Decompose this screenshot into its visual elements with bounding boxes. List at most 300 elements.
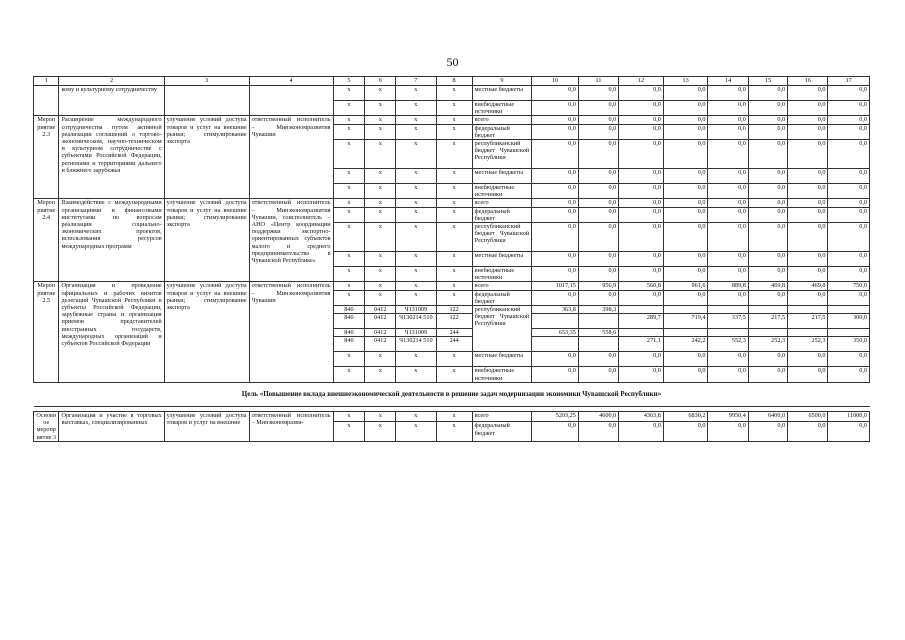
result-cell: улучшение условий доступа товаров и услуг на внешние рынки; стимулирование экспорта [164,199,249,282]
funding-source-cell: республиканский бюджет Чувашской Республики [472,306,531,352]
value-cell: 0,0 [828,124,870,139]
result-cell: улучшение условий доступа товаров и услуг на внешние рынки; стимулирование экспорта [164,116,249,199]
value-cell: 337,5 [708,314,748,329]
measure-number-cell: Мероприятие 2.5 [34,282,59,382]
value-cell: 0,0 [663,116,708,124]
value-cell: 0,0 [748,86,787,101]
value-cell: 0,0 [828,422,870,441]
col5-cell: х [333,412,365,422]
value-cell: 0,0 [828,252,870,267]
funding-source-cell: федеральный бюджет [472,290,531,305]
value-cell: 0,0 [708,290,748,305]
value-cell: 0,0 [619,184,664,199]
measure-number-cell [34,86,59,116]
value-cell: 0,0 [788,101,828,116]
col7-cell: х [396,140,436,169]
col7-cell: х [396,124,436,139]
value-cell: 0,0 [578,86,618,101]
col5-cell: х [333,124,365,139]
value-cell: 289,7 [619,314,664,329]
col6-cell: 0412 [365,306,396,314]
value-cell: 0,0 [748,101,787,116]
funding-source-cell: всего [472,412,531,422]
column-number-header: 12 [619,77,664,86]
col6-cell: х [365,267,396,282]
executor-cell [249,86,333,116]
value-cell: 0,0 [619,352,664,367]
value-cell: 0,0 [663,252,708,267]
col6-cell: х [365,252,396,267]
col6-cell: х [365,290,396,305]
value-cell: 0,0 [828,352,870,367]
col8-cell: х [436,223,472,252]
value-cell: 889,8 [708,282,748,290]
value-cell: 469,8 [788,282,828,290]
col6-cell: х [365,282,396,290]
funding-source-cell: федеральный бюджет [472,422,531,441]
col5-cell: х [333,199,365,207]
value-cell: 0,0 [788,267,828,282]
measure-name-cell: кому и культурному сотрудничеству [59,86,164,116]
col5-cell: х [333,282,365,290]
value-cell: 0,0 [788,199,828,207]
col8-cell: х [436,267,472,282]
value-cell: 750,0 [828,282,870,290]
col8-cell: х [436,252,472,267]
col5-cell: х [333,116,365,124]
value-cell: 0,0 [708,223,748,252]
value-cell: 0,0 [828,267,870,282]
value-cell: 0,0 [578,199,618,207]
col8-cell: х [436,169,472,184]
value-cell: 0,0 [748,352,787,367]
col7-cell: х [396,367,436,382]
col6-cell: х [365,207,396,222]
col8-cell: 244 [436,337,472,352]
value-cell: 0,0 [788,422,828,441]
value-cell: 6830,2 [663,412,708,422]
col6-cell: х [365,184,396,199]
value-cell [828,329,870,337]
value-cell [708,329,748,337]
value-cell: 252,3 [748,337,787,352]
col6-cell: х [365,101,396,116]
col7-cell: х [396,101,436,116]
col5-cell: 840 [333,329,365,337]
value-cell: 5203,25 [532,412,579,422]
funding-source-cell: всего [472,116,531,124]
value-cell: 0,0 [578,124,618,139]
value-cell: 0,0 [619,124,664,139]
column-number-header: 7 [396,77,436,86]
value-cell [619,306,664,314]
value-cell: 0,0 [708,352,748,367]
value-cell: 0,0 [578,101,618,116]
funding-source-cell: всего [472,199,531,207]
measure-number-cell: Мероприятие 2.3 [34,116,59,199]
page-number: 50 [446,55,459,69]
result-cell: улучшение условий доступа товаров и услуг на внешние [164,412,249,442]
col6-cell: х [365,140,396,169]
value-cell: 0,0 [708,367,748,382]
col5-cell: х [333,290,365,305]
measure-name-cell: Организация и участие в торговых выставках, специализированных [59,412,164,442]
value-cell [708,306,748,314]
value-cell: 0,0 [663,101,708,116]
col6-cell: х [365,116,396,124]
value-cell: 0,0 [708,86,748,101]
column-number-header: 13 [663,77,708,86]
value-cell: 0,0 [788,169,828,184]
col6-cell: х [365,124,396,139]
value-cell: 0,0 [532,116,579,124]
column-number-header: 15 [748,77,787,86]
value-cell: 0,0 [663,223,708,252]
col5-cell: х [333,252,365,267]
value-cell: 0,0 [708,207,748,222]
column-number-header: 14 [708,77,748,86]
value-cell: 0,0 [708,199,748,207]
col6-cell: 0412 [365,337,396,352]
column-number-header: 9 [472,77,531,86]
goal-row [34,382,870,406]
value-cell: 653,35 [532,329,579,337]
value-cell: 0,0 [748,184,787,199]
value-cell: 0,0 [619,367,664,382]
value-cell: 0,0 [708,267,748,282]
value-cell [663,306,708,314]
column-number-header: 11 [578,77,618,86]
value-cell: 0,0 [788,367,828,382]
col6-cell: х [365,86,396,101]
col8-cell: х [436,184,472,199]
funding-source-cell: местные бюджеты [472,252,531,267]
value-cell: 0,0 [532,352,579,367]
value-cell: 0,0 [619,86,664,101]
value-cell: 0,0 [788,184,828,199]
col5-cell: х [333,184,365,199]
value-cell: 0,0 [788,207,828,222]
value-cell: 0,0 [748,252,787,267]
value-cell: 0,0 [828,169,870,184]
col5-cell: 840 [333,306,365,314]
value-cell: 0,0 [532,422,579,441]
col8-cell: х [436,86,472,101]
measure-2-4-row [34,199,870,207]
col5-cell: х [333,101,365,116]
value-cell: 552,3 [708,337,748,352]
col7-cell: х [396,207,436,222]
measure-2-3-row [34,116,870,124]
column-number-header: 6 [365,77,396,86]
col6-cell: х [365,223,396,252]
value-cell: 0,0 [619,252,664,267]
value-cell [748,329,787,337]
col5-cell: х [333,367,365,382]
value-cell: 217,5 [748,314,787,329]
value-cell: 0,0 [532,252,579,267]
funding-source-cell: внебюджетные источники [472,367,531,382]
value-cell [619,329,664,337]
value-cell: 0,0 [578,184,618,199]
value-cell: 242,2 [663,337,708,352]
value-cell: 0,0 [708,184,748,199]
value-cell: 0,0 [663,290,708,305]
col7-cell: х [396,290,436,305]
col5-cell: х [333,86,365,101]
value-cell: 0,0 [578,352,618,367]
value-cell: 0,0 [788,223,828,252]
budget-table [33,76,870,442]
col7-cell: х [396,223,436,252]
value-cell: 0,0 [663,169,708,184]
value-cell [788,306,828,314]
col7-cell: Ч130214 510 [396,337,436,352]
value-cell: 0,0 [663,199,708,207]
col5-cell: х [333,140,365,169]
value-cell: 0,0 [788,252,828,267]
col5-cell: х [333,223,365,252]
value-cell: 0,0 [748,140,787,169]
value-cell: 0,0 [532,207,579,222]
value-cell: 0,0 [578,116,618,124]
value-cell: 0,0 [532,86,579,101]
value-cell: 0,0 [532,290,579,305]
funding-source-cell: внебюджетные источники [472,101,531,116]
value-cell: 0,0 [663,352,708,367]
col7-cell: х [396,86,436,101]
executor-cell: ответственный исполнитель – Минэкономразвития Чувашии [249,116,333,199]
column-number-header: 17 [828,77,870,86]
col8-cell: х [436,290,472,305]
value-cell: 0,0 [619,101,664,116]
col8-cell: х [436,422,472,441]
value-cell: 0,0 [708,140,748,169]
measure-name-cell: Расширение международного сотрудничества путем активной реализации соглашений о торгово-экономическом, научно-техническом и культурном сотрудничестве с субъектами Российской Федерации, регионами и территориями дальнего и ближнего зарубежья [59,116,164,199]
executor-cell: ответственный исполнитель – Минэкономразвития Чувашии [249,282,333,382]
value-cell: 0,0 [788,290,828,305]
value-cell: 0,0 [828,116,870,124]
value-cell: 0,0 [788,124,828,139]
col5-cell: х [333,422,365,441]
value-cell [578,314,618,329]
col8-cell: х [436,352,472,367]
value-cell: 0,0 [828,101,870,116]
value-cell: 0,0 [578,367,618,382]
value-cell: 0,0 [828,199,870,207]
col6-cell: х [365,412,396,422]
value-cell: 0,0 [663,207,708,222]
value-cell: 0,0 [578,140,618,169]
value-cell: 0,0 [663,267,708,282]
value-cell: 0,0 [708,252,748,267]
col6-cell: х [365,367,396,382]
col6-cell: 0412 [365,314,396,329]
value-cell [663,329,708,337]
result-cell: улучшение условий доступа товаров и услуг на внешние рынки; стимулирование экспорта [164,282,249,382]
value-cell: 6500,0 [788,412,828,422]
funding-source-cell: внебюджетные источники [472,184,531,199]
value-cell: 558,6 [578,329,618,337]
value-cell: 0,0 [788,86,828,101]
value-cell: 300,0 [828,314,870,329]
value-cell: 469,8 [748,282,787,290]
value-cell: 0,0 [578,267,618,282]
value-cell: 0,0 [748,422,787,441]
column-number-header: 2 [59,77,164,86]
funding-source-cell: федеральный бюджет [472,124,531,139]
value-cell [788,329,828,337]
value-cell: 0,0 [663,422,708,441]
measure-name-cell: Взаимодействие с международными организациями и финансовыми институтами по вопросам реализации социально-экономических проектов, использования ресурсов международных программ [59,199,164,282]
value-cell: 0,0 [828,367,870,382]
col8-cell: х [436,367,472,382]
funding-source-cell: всего [472,282,531,290]
col6-cell: х [365,169,396,184]
value-cell: 0,0 [828,86,870,101]
value-cell: 9950,4 [708,412,748,422]
value-cell: 0,0 [619,140,664,169]
col8-cell: 122 [436,306,472,314]
value-cell: 719,4 [663,314,708,329]
col6-cell: х [365,422,396,441]
funding-source-cell: местные бюджеты [472,352,531,367]
value-cell: 0,0 [828,140,870,169]
col7-cell: х [396,116,436,124]
value-cell: 0,0 [748,223,787,252]
col7-cell: х [396,282,436,290]
value-cell: 0,0 [619,207,664,222]
col6-cell: х [365,352,396,367]
funding-source-cell: федеральный бюджет [472,207,531,222]
value-cell [578,337,618,352]
measure-name-cell: Организация и проведение официальных и рабочих визитов делегаций Чувашской Республики в субъекты Российской Федерации, зарубежные страны и организация приемов представителей иностранных государств, международных организаций и субъектов Российской Федерации [59,282,164,382]
value-cell: 271,1 [619,337,664,352]
value-cell: 0,0 [663,367,708,382]
value-cell: 0,0 [828,207,870,222]
value-cell: 0,0 [748,267,787,282]
value-cell: 0,0 [532,223,579,252]
col8-cell: х [436,140,472,169]
col7-cell: х [396,184,436,199]
value-cell: 0,0 [578,252,618,267]
value-cell: 0,0 [663,184,708,199]
value-cell: 0,0 [578,223,618,252]
col5-cell: 840 [333,314,365,329]
value-cell: 0,0 [619,116,664,124]
col5-cell: х [333,207,365,222]
value-cell: 0,0 [663,140,708,169]
funding-source-cell: местные бюджеты [472,86,531,101]
column-number-header: 8 [436,77,472,86]
value-cell: 0,0 [532,367,579,382]
col8-cell: х [436,101,472,116]
measure-number-cell: Мероприятие 2.4 [34,199,59,282]
value-cell: 0,0 [708,422,748,441]
col5-cell: х [333,267,365,282]
value-cell: 0,0 [663,124,708,139]
value-cell: 0,0 [532,199,579,207]
value-cell: 0,0 [828,290,870,305]
value-cell: 1017,15 [532,282,579,290]
value-cell: 0,0 [619,199,664,207]
executor-cell: ответственный исполнитель – Минэкономразвития Чувашии, соисполнитель – АНО «Центр координации поддержки экспортно-ориентированных субъектов малого и среднего предпринимательства в Чувашской Республике» [249,199,333,282]
value-cell: 0,0 [708,116,748,124]
value-cell: 0,0 [532,267,579,282]
col8-cell: х [436,124,472,139]
funding-source-cell: республиканский бюджет Чувашской Республики [472,223,531,252]
funding-source-cell: внебюджетные источники [472,267,531,282]
column-number-header: 3 [164,77,249,86]
value-cell: 6400,0 [748,412,787,422]
value-cell: 0,0 [788,352,828,367]
value-cell: 0,0 [532,140,579,169]
value-cell: 350,0 [828,337,870,352]
column-number-header: 1 [34,77,59,86]
col8-cell: х [436,116,472,124]
value-cell: 0,0 [578,207,618,222]
value-cell: 0,0 [748,207,787,222]
value-cell: 0,0 [708,169,748,184]
col5-cell: 840 [333,337,365,352]
value-cell: 0,0 [619,223,664,252]
value-cell [532,337,579,352]
column-number-header: 10 [532,77,579,86]
value-cell: 0,0 [748,290,787,305]
column-number-header: 5 [333,77,365,86]
col8-cell: х [436,199,472,207]
col8-cell: х [436,207,472,222]
funding-source-cell: республиканский бюджет Чувашской Республики [472,140,531,169]
col7-cell: х [396,422,436,441]
value-cell: 0,0 [828,223,870,252]
value-cell: 0,0 [663,86,708,101]
continuation-row [34,86,870,101]
value-cell: 961,6 [663,282,708,290]
col8-cell: х [436,412,472,422]
col7-cell: Ч130214 510 [396,314,436,329]
value-cell: 0,0 [578,422,618,441]
value-cell: 0,0 [619,169,664,184]
value-cell: 11000,0 [828,412,870,422]
value-cell: 0,0 [532,124,579,139]
value-cell: 0,0 [748,124,787,139]
col7-cell: х [396,267,436,282]
col5-cell: х [333,169,365,184]
value-cell: 0,0 [532,101,579,116]
value-cell [828,306,870,314]
main-measure-3-row [34,412,870,422]
measure-number-cell: Основное мероприятие 3 [34,412,59,442]
col7-cell: Ч131009 [396,329,436,337]
value-cell: 0,0 [748,169,787,184]
value-cell: 0,0 [828,184,870,199]
value-cell: 0,0 [788,140,828,169]
value-cell [748,306,787,314]
value-cell: 0,0 [748,199,787,207]
value-cell: 0,0 [619,267,664,282]
value-cell: 0,0 [748,367,787,382]
column-number-header: 16 [788,77,828,86]
value-cell: 0,0 [532,184,579,199]
executor-cell: ответственный исполнитель – Минэкономразви- [249,412,333,442]
value-cell: 0,0 [578,290,618,305]
col8-cell: 122 [436,314,472,329]
value-cell: 363,8 [532,306,579,314]
header-row [34,77,870,86]
value-cell: 4600,0 [578,412,618,422]
value-cell: 956,9 [578,282,618,290]
